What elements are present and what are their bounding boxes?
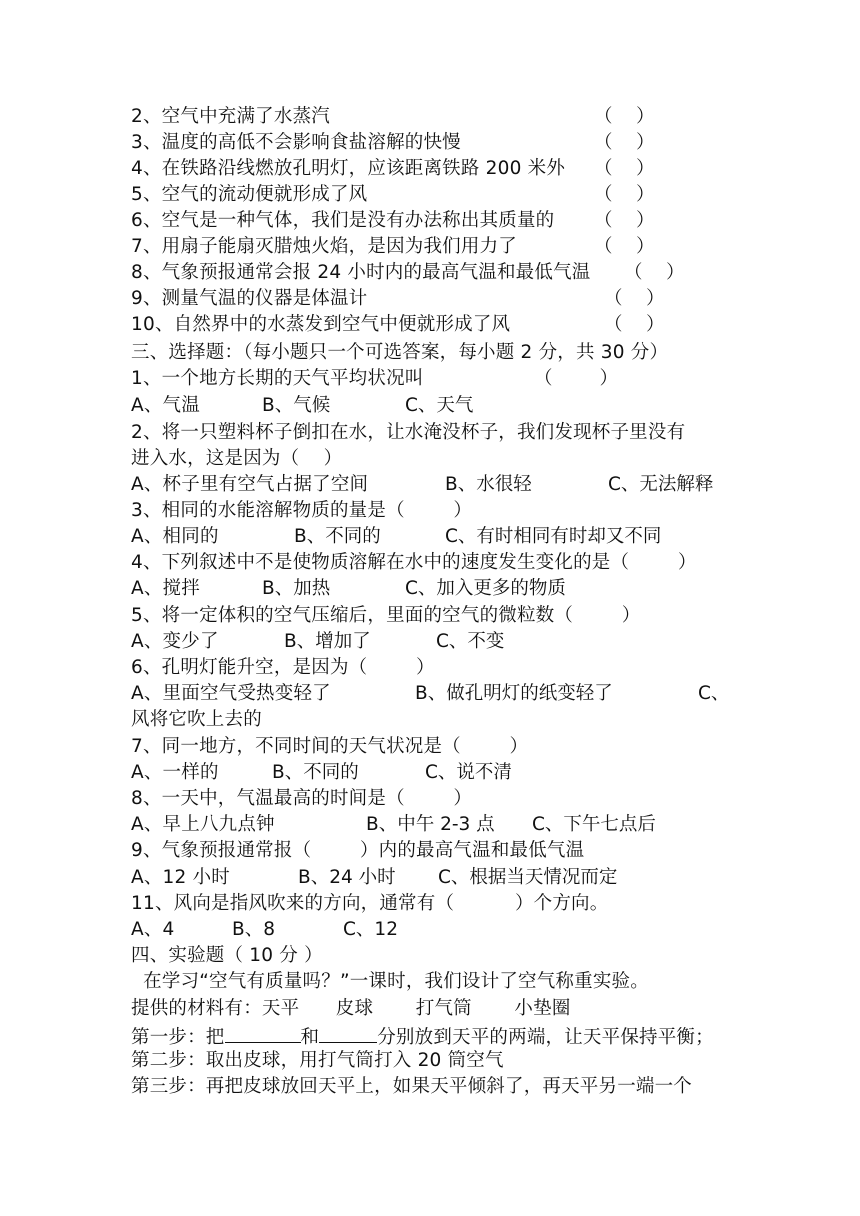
option-c: C、说不清	[425, 762, 512, 783]
option-a: A、12 小时	[131, 867, 230, 888]
experiment-intro: 在学习“空气有质量吗？”一课时，我们设计了空气称重实验。	[131, 971, 649, 992]
question: 11、风向是指风吹来的方向，通常有（ ）个方向。	[131, 893, 609, 914]
question: 1、一个地方长期的天气平均状况叫	[131, 368, 424, 389]
question: 7、同一地方，不同时间的天气状况是（ ）	[131, 736, 529, 757]
experiment-step-1	[131, 1022, 714, 1048]
option-c: C、12	[343, 919, 398, 940]
answer-paren: （ ）	[594, 106, 655, 127]
judgment-item: 10、自然界中的水蒸发到空气中便就形成了风	[131, 314, 511, 335]
option-c: C、不变	[436, 631, 505, 652]
option-c: C、下午七点后	[532, 814, 656, 835]
question-continued: 进入水，这是因为（ ）	[131, 448, 343, 469]
fill-blank-2[interactable]	[319, 1022, 377, 1043]
option-a: A、里面空气受热变轻了	[131, 683, 331, 704]
judgment-item: 4、在铁路沿线燃放孔明灯，应该距离铁路 200 米外	[131, 158, 566, 179]
option-c: C、加入更多的物质	[405, 578, 566, 599]
experiment-materials: 提供的材料有：天平 皮球 打气筒 小垫圈	[131, 998, 571, 1019]
judgment-item: 3、温度的高低不会影响食盐溶解的快慢	[131, 132, 461, 153]
option-a: A、一样的	[131, 762, 219, 783]
question: 5、将一定体积的空气压缩后，里面的空气的微粒数（ ）	[131, 605, 641, 626]
judgment-item: 7、用扇子能扇灭腊烛火焰，是因为我们用力了	[131, 236, 517, 257]
option-c: C、无法解释	[608, 474, 714, 495]
step1-text-c: 分别放到天平的两端，让天平保持平衡；	[377, 1027, 714, 1048]
option-c: C、根据当天情况而定	[438, 867, 618, 888]
answer-paren: （ ）	[594, 236, 655, 257]
fill-blank-1[interactable]	[225, 1022, 301, 1043]
answer-paren: （ ）	[604, 288, 665, 309]
option-b: B、加热	[262, 578, 331, 599]
option-a: A、相同的	[131, 526, 219, 547]
answer-paren: （ ）	[624, 262, 685, 283]
option-a: A、气温	[131, 395, 200, 416]
option-a: A、早上八九点钟	[131, 814, 275, 835]
judgment-item: 8、气象预报通常会报 24 小时内的最高气温和最低气温	[131, 262, 591, 283]
question: 6、孔明灯能升空，是因为（ ）	[131, 657, 435, 678]
question: 8、一天中，气温最高的时间是（ ）	[131, 788, 473, 809]
option-b: B、8	[232, 919, 275, 940]
section-title: 三、选择题：（每小题只一个可选答案，每小题 2 分，共 30 分）	[131, 342, 669, 363]
step1-text-b: 和	[300, 1027, 320, 1048]
step1-text-a: 第一步：把	[131, 1027, 225, 1048]
option-c: C、	[698, 683, 730, 704]
answer-paren: （ ）	[594, 184, 655, 205]
answer-paren: （ ）	[604, 314, 665, 335]
option-c-continued: 风将它吹上去的	[131, 709, 262, 730]
question: 4、下列叙述中不是使物质溶解在水中的速度发生变化的是（ ）	[131, 552, 697, 573]
option-a: A、变少了	[131, 631, 219, 652]
option-a: A、搅拌	[131, 578, 200, 599]
option-b: B、中午 2-3 点	[366, 814, 495, 835]
option-b: B、气候	[262, 395, 331, 416]
answer-paren: （ ）	[594, 158, 655, 179]
judgment-item: 2、空气中充满了水蒸汽	[131, 106, 330, 127]
answer-paren: （ ）	[594, 210, 655, 231]
option-b: B、不同的	[272, 762, 359, 783]
experiment-step-3: 第三步：再把皮球放回天平上，如果天平倾斜了，再天平另一端一个	[131, 1076, 693, 1097]
answer-paren: （ ）	[594, 132, 655, 153]
option-a: A、杯子里有空气占据了空间	[131, 474, 369, 495]
option-a: A、4	[131, 919, 175, 940]
section-title: 四、实验题（ 10 分 ）	[131, 945, 323, 966]
option-b: B、增加了	[284, 631, 371, 652]
answer-paren: （ ）	[534, 368, 619, 389]
question: 2、将一只塑料杯子倒扣在水，让水淹没杯子，我们发现杯子里没有	[131, 422, 686, 443]
option-b: B、做孔明灯的纸变轻了	[415, 683, 613, 704]
question: 3、相同的水能溶解物质的量是（ ）	[131, 500, 473, 521]
judgment-item: 6、空气是一种气体，我们是没有办法称出其质量的	[131, 210, 555, 231]
option-b: B、水很轻	[445, 474, 532, 495]
option-b: B、24 小时	[298, 867, 396, 888]
question: 9、气象预报通常报（ ）内的最高气温和最低气温	[131, 840, 585, 861]
experiment-step-2: 第二步：取出皮球，用打气筒打入 20 筒空气	[131, 1050, 504, 1071]
option-c: C、有时相同有时却又不同	[445, 526, 662, 547]
option-b: B、不同的	[294, 526, 381, 547]
option-c: C、天气	[405, 395, 474, 416]
judgment-item: 5、空气的流动便就形成了风	[131, 184, 368, 205]
judgment-item: 9、测量气温的仪器是体温计	[131, 288, 368, 309]
